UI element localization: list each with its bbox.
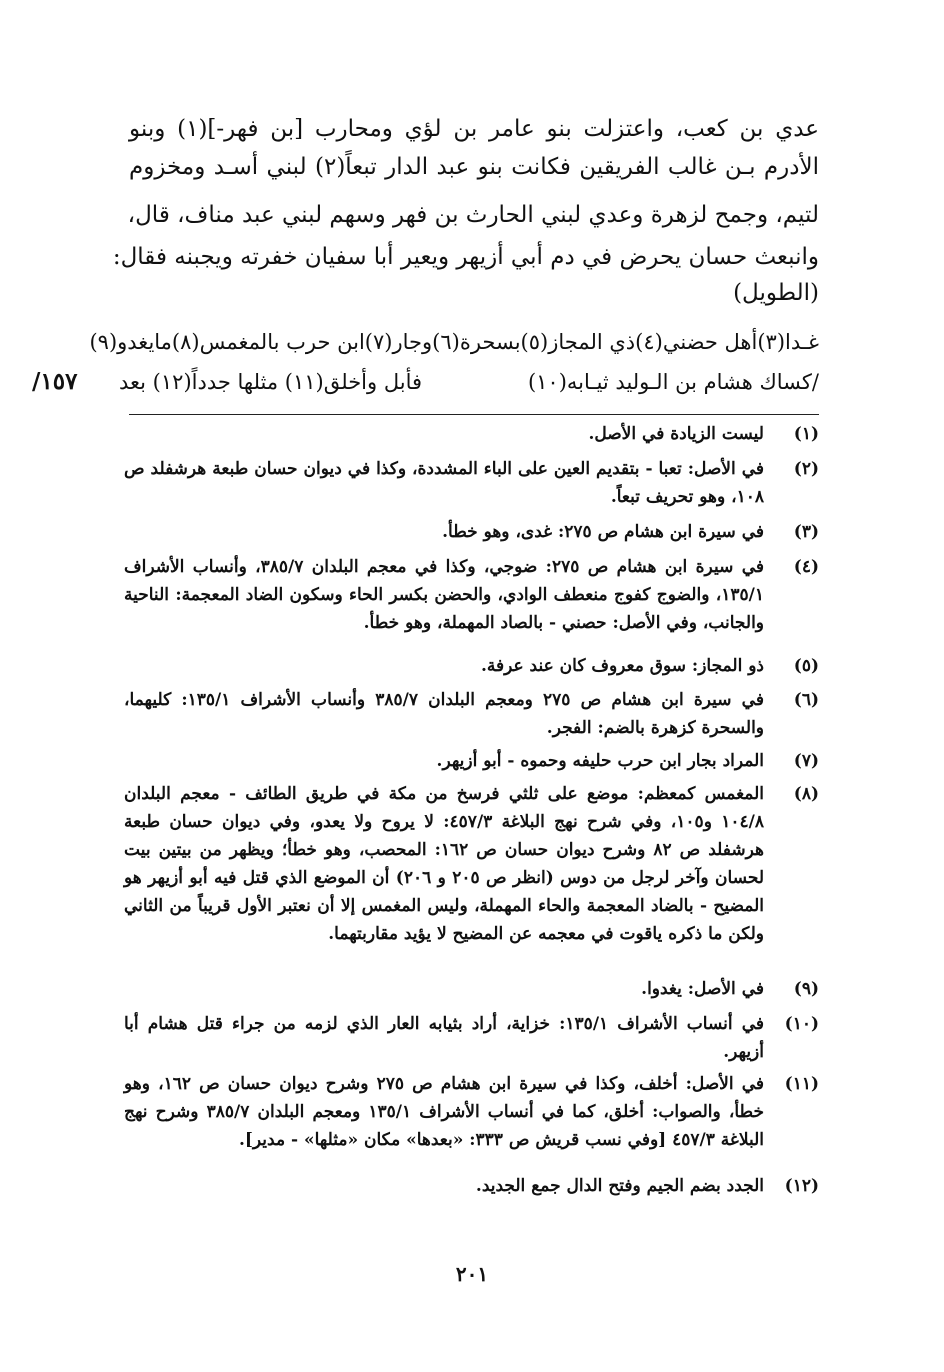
footnote-number: (١٢) [784, 1176, 819, 1196]
footnote [124, 780, 819, 948]
footnote-text: في الأصل: تعبا - بتقديم العين على الباء المشددة، وكذا في ديوان حسان طبعة هرشفلد ص ١٠٨، وهو تحريف تبعاً. [124, 459, 764, 507]
page-number: ٢٠١ [455, 1262, 489, 1286]
footnote [124, 455, 819, 511]
footnote-number: (٧) [793, 751, 819, 771]
footnote-text: المراد بجار ابن حرب حليفه وحموه - أبو أزيهر. [436, 751, 764, 771]
footnote-text: في سيرة ابن هشام ص ٢٧٥ ومعجم البلدان ٣٨٥/٧ وأنساب الأشراف ١٣٥/١: كليهما، والسحرة كزهرة بالضم: الفجر. [124, 690, 764, 738]
footnote [124, 652, 819, 680]
footnote [124, 1172, 819, 1200]
footnote [124, 686, 819, 742]
footnote-text: ليست الزيادة في الأصل. [588, 424, 764, 444]
footnote-text: الجدد بضم الجيم وفتح الدال جمع الجديد. [475, 1176, 764, 1196]
footnote [124, 747, 819, 775]
footnote-text: في سيرة ابن هشام ص ٢٧٥: غدى، وهو خطأ. [442, 522, 764, 542]
footnote-separator [129, 414, 819, 415]
footnote-number: (٢) [793, 459, 819, 479]
footnote-number: (٩) [793, 979, 819, 999]
footnote-number: (٤) [793, 557, 819, 577]
verse-hemistich-first: /كساك هشام بن الـوليد ثيـابه(١٠) [527, 370, 819, 394]
footnote-number: (٨) [793, 784, 819, 804]
body-text-line: عدي بن كعب، واعتزلت بنو عامر بن لؤي ومحارب [بن فهر-](١) وبنو [129, 116, 819, 142]
footnote-number: (١٠) [784, 1014, 819, 1034]
verse-hemistich-second: وجار(٧)ابن حرب بالمغمس(٨)مايغدو(٩) [89, 330, 433, 354]
footnote-number: (٦) [793, 690, 819, 710]
footnote [124, 420, 819, 448]
footnote [124, 1010, 819, 1066]
body-text-line: وانبعث حسان يحرض في دم أبي أزيهر ويعير أبا سفيان خفرته ويجبنه فقال: [112, 244, 819, 270]
footnote-text: في الأصل: يغدوا. [641, 979, 764, 999]
footnote-text: في أنساب الأشراف ١٣٥/١: خزاية، أراد بثيابه العار الذي لزمه من جراء قتل هشام أبا أزيهر. [124, 1014, 764, 1062]
footnote [124, 975, 819, 1003]
verse-line-2 [119, 366, 819, 398]
verse-line-1 [89, 326, 819, 358]
footnote-text: في سيرة ابن هشام ص ٢٧٥: ضوجي، وكذا في معجم البلدان ٣٨٥/٧، وأنساب الأشراف ١٣٥/١، والضوج كفوج منعطف الوادي، والحضن بكسر الحاء وسكون الضاد المعجمة: الناحية والجانب، وفي الأصل: حصني - بالصاد المهملة، وهو خطأ. [124, 557, 764, 633]
footnote-text: في الأصل: أخلف، وكذا في سيرة ابن هشام ص ٢٧٥ وشرح ديوان حسان ص ١٦٢، وهو خطأ، والصواب: أخلق، كما في أنساب الأشراف ١٣٥/١ ومعجم البلدان ٣٨٥/٧ وشرح نهج البلاغة ٤٥٧/٣ [وفي نسب قريش ص ٣٣٣: «بعدها» مكان «مثلها» - مدير]. [124, 1074, 765, 1150]
verse-hemistich-second: فأبل وأخلق(١١) مثلها جدداً(١٢) بعد [119, 370, 423, 394]
footnote-number: (٣) [793, 522, 819, 542]
body-text-line: الأدرم بـن غالب الفريقين فكانت بنو عبد الدار تبعاً(٢) لبني أسـد ومخزوم [129, 154, 820, 180]
footnote-number: (٥) [793, 656, 819, 676]
verse-hemistich-first: غـدا(٣)أهل حضني(٤)ذي المجاز(٥)بسحرة(٦) [432, 330, 819, 354]
margin-folio-number: ١٥٧/ [32, 368, 78, 395]
footnote [124, 1070, 819, 1154]
body-text-line: لتيم، وجمح لزهرة وعدي لبني الحارث بن فهر وسهم لبني عبد مناف، قال، [127, 202, 819, 228]
footnote [124, 553, 819, 637]
footnote-text: المغمس كمعظم: موضع على ثلثي فرسخ من مكة في طريق الطائف - معجم البلدان ١٠٤/٨ و١٠٥، وفي شرح نهج البلاغة ٤٥٧/٣: لا يروح ولا يعدو، وفي ديوان حسان طبعة هرشفلد ص ٨٢ وشرح ديوان حسان ص ١٦٢: المحصب، وهو خطأ؛ ويظهر من بيتين بيت لحسان وآخر لرجل من دوس (انظر ص ٢٠٥ و ٢٠٦) أن الموضع الذي قتل فيه أبو أزيهر هو المضيح - بالضاد المعجمة والحاء المهملة، وليس المغمس إلا أن نعتبر الأول قريباً من الثاني ولكن ما ذكره ياقوت في معجمه عن المضيح لا يؤيد مقاربتهما. [124, 784, 765, 944]
footnote-number: (١) [793, 424, 819, 444]
meter-label: (الطويل) [733, 280, 819, 306]
footnote-number: (١١) [784, 1074, 819, 1094]
footnote-text: ذو المجاز: سوق معروف كان عند عرفة. [480, 656, 764, 676]
footnote [124, 518, 819, 546]
